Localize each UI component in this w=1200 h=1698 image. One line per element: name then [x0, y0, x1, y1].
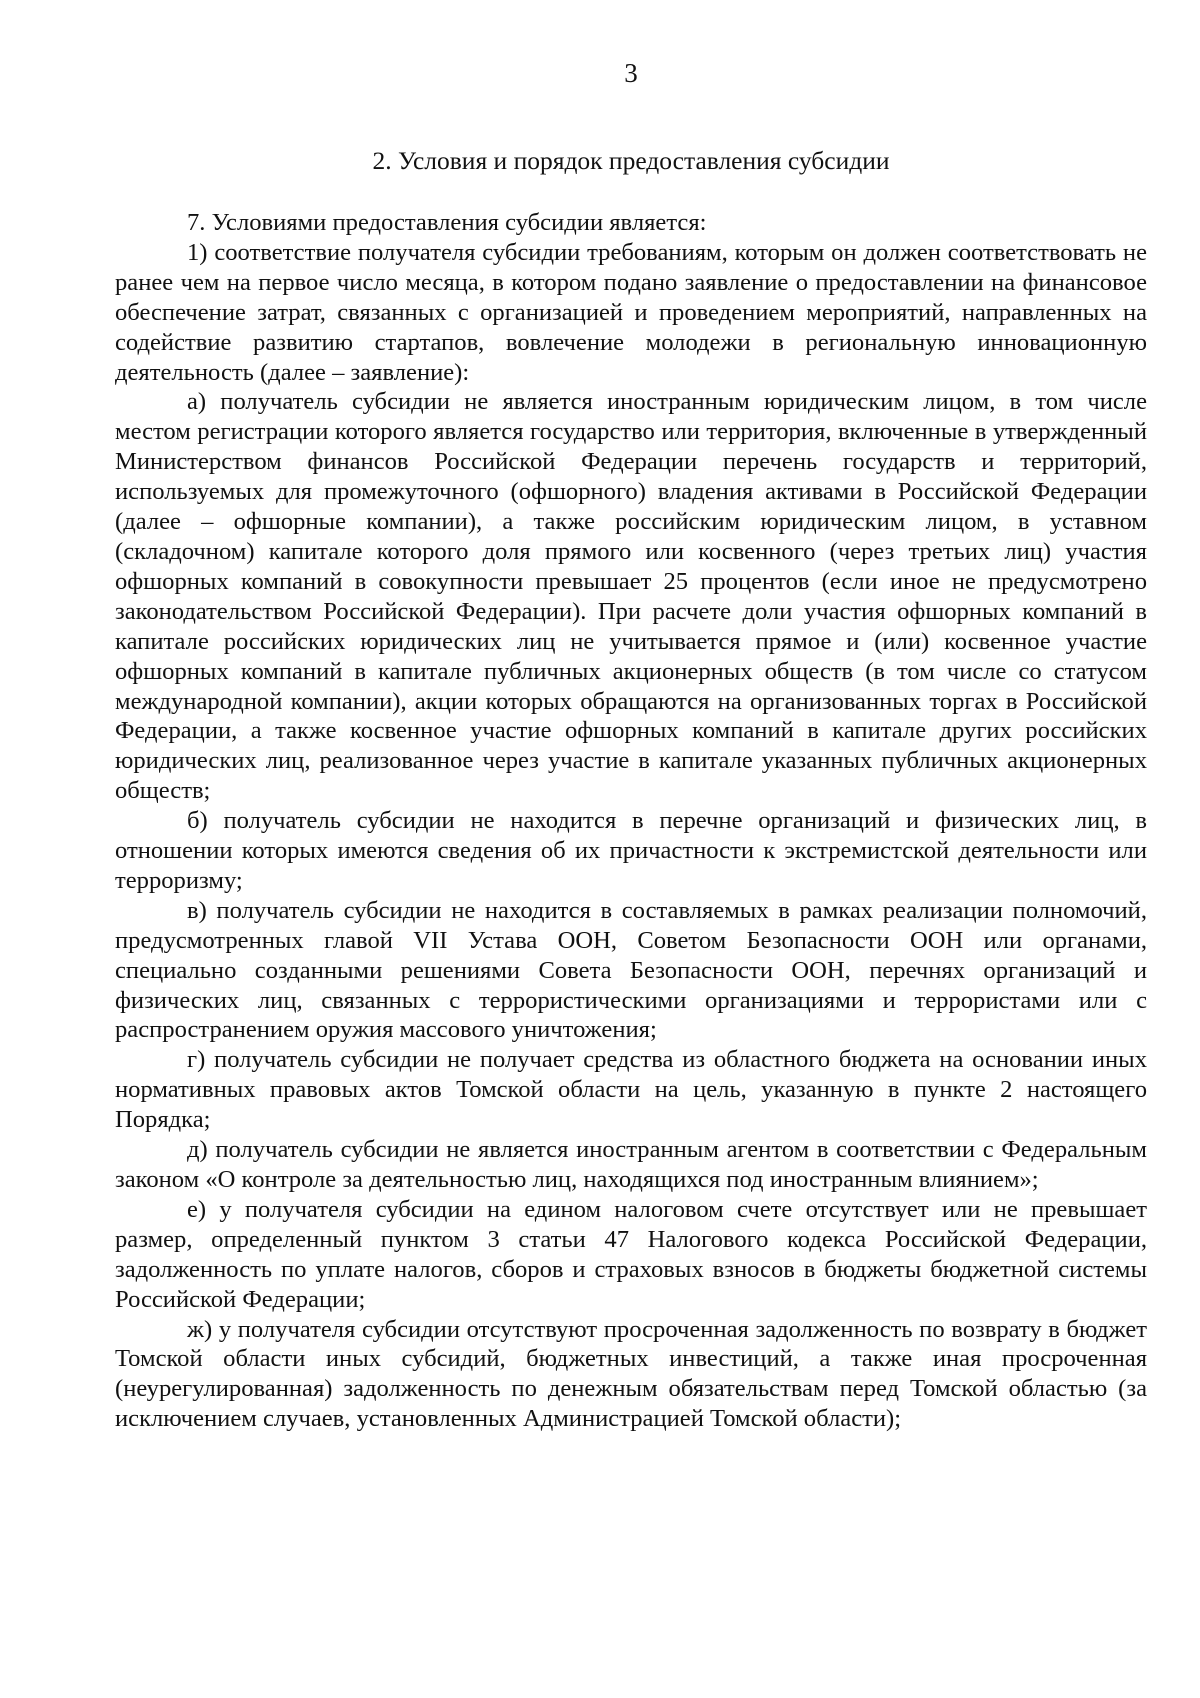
- section-title: 2. Условия и порядок предоставления субсидии: [372, 146, 890, 175]
- paragraph-subitem-e: е) у получателя субсидии на едином налоговом счете отсутствует или не превышает размер, определенный пунктом 3 статьи 47 Налогового кодекса Российской Федерации, задолженность по уплате налогов, сборов и страховых взносов в бюджеты бюджетной системы Российской Федерации;: [115, 1195, 1147, 1313]
- page-number: 3: [624, 58, 638, 88]
- paragraph-item-7: 7. Условиями предоставления субсидии является:: [187, 209, 707, 236]
- paragraph-subitem-b: б) получатель субсидии не находится в перечне организаций и физических лиц, в отношении которых имеются сведения об их причастности к экстремистской деятельности или терроризму;: [115, 807, 1147, 894]
- paragraph-subitem-v: в) получатель субсидии не находится в составляемых в рамках реализации полномочий, предусмотренных главой VII Устава ООН, Советом Безопасности ООН или органами, специально созданными решениями Совета Безопасности ООН, перечнях организаций и физических лиц, связанных с террористическими организациями и террористами или с распространением оружия массового уничтожения;: [115, 896, 1147, 1044]
- paragraph-subitem-g: г) получатель субсидии не получает средства из областного бюджета на основании иных нормативных правовых актов Томской области на цель, указанную в пункте 2 настоящего Порядка;: [115, 1046, 1147, 1134]
- document-body: [115, 208, 1147, 1434]
- document-page: [115, 0, 1147, 1698]
- paragraph-subitem-zh: ж) у получателя субсидии отсутствуют просроченная задолженность по возврату в бюджет Томской области иных субсидий, бюджетных инвестиций, а также иная просроченная (неурегулированная) задолженность по денежным обязательствам перед Томской областью (за исключением случаев, установленных Администрацией Томской области);: [115, 1315, 1147, 1433]
- paragraph-subitem-d: д) получатель субсидии не является иностранным агентом в соответствии с Федеральным законом «О контроле за деятельностью лиц, находящихся под иностранным влиянием»;: [115, 1136, 1147, 1193]
- paragraph-subitem-a: а) получатель субсидии не является иностранным юридическим лицом, в том числе местом регистрации которого является государство или территория, включенные в утвержденный Министерством финансов Российской Федерации перечень государств и территорий, используемых для промежуточного (офшорного) владения активами в Российской Федерации (далее – офшорные компании), а также российским юридическим лицом, в уставном (складочном) капитале которого доля прямого или косвенного (через третьих лиц) участия офшорных компаний в совокупности превышает 25 процентов (если иное не предусмотрено законодательством Российской Федерации). При расчете доли участия офшорных компаний в капитале российских юридических лиц не учитывается прямое и (или) косвенное участие офшорных компаний в капитале публичных акционерных обществ (в том числе со статусом международной компании), акции которых обращаются на организованных торгах в Российской Федерации, а также косвенное участие офшорных компаний в капитале других российских юридических лиц, реализованное через участие в капитале указанных публичных акционерных обществ;: [115, 388, 1147, 805]
- paragraph-subitem-1: 1) соответствие получателя субсидии требованиям, которым он должен соответствовать не ранее чем на первое число месяца, в котором подано заявление о предоставлении на финансовое обеспечение затрат, связанных с организацией и проведением мероприятий, направленных на содействие развитию стартапов, вовлечение молодежи в региональную инновационную деятельность (далее – заявление):: [115, 238, 1147, 386]
